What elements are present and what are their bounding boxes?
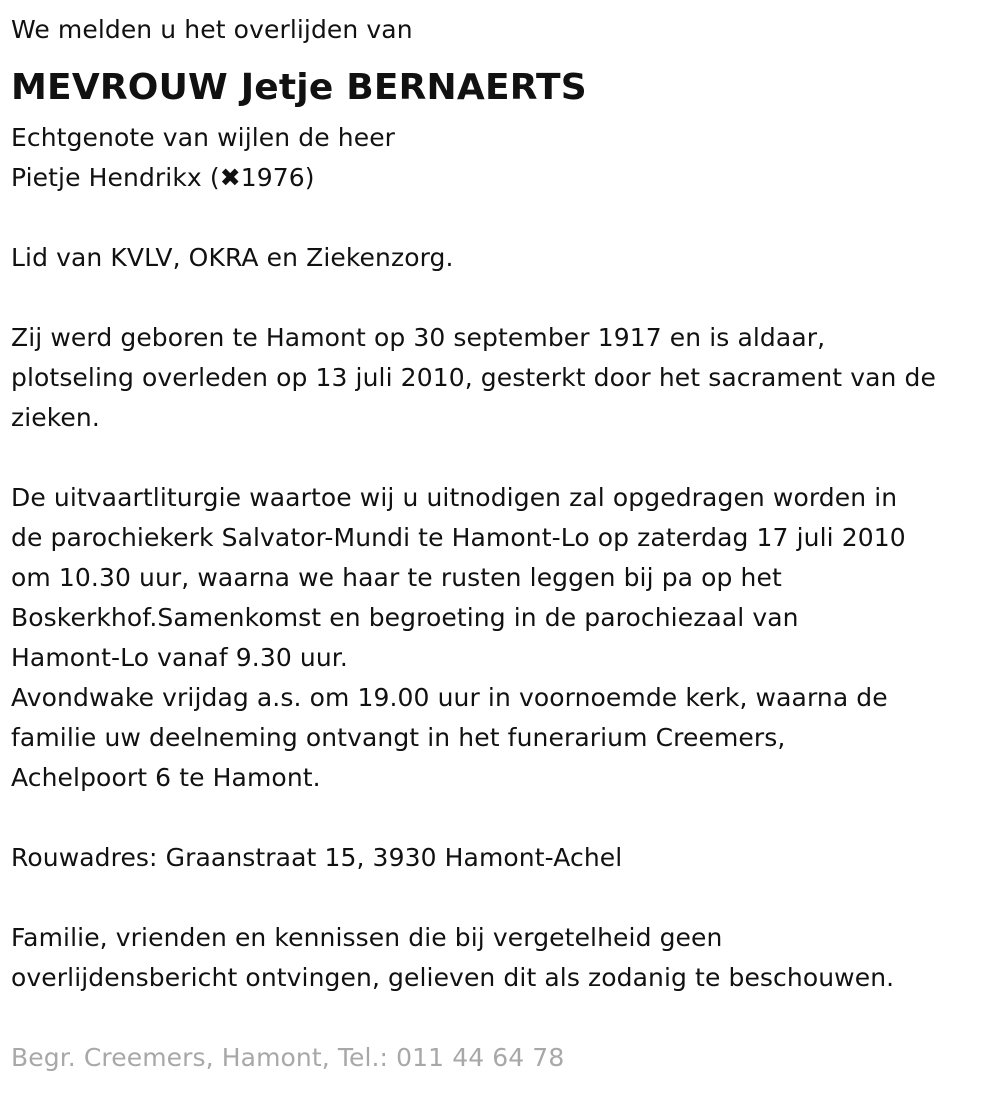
paragraph-line: De uitvaartliturgie waartoe wij u uitnodigen zal opgedragen worden in (11, 483, 898, 512)
deceased-full-name: Jetje BERNAERTS (240, 67, 587, 108)
deceased-title: MEVROUW (11, 67, 228, 108)
paragraph-line: Hamont-Lo vanaf 9.30 uur. (11, 643, 348, 672)
paragraph-line: overlijdensbericht ontvingen, gelieven dit als zodanig te beschouwen. (11, 963, 895, 992)
paragraph-line: zieken. (11, 403, 100, 432)
intro-text: We melden u het overlijden van (11, 15, 413, 44)
paragraph-line: Zij werd geboren te Hamont op 30 september 1917 en is aldaar, (11, 323, 826, 352)
spouse-line-2: Pietje Hendrikx (✖1976) (11, 163, 315, 192)
paragraph-line: Boskerkhof.Samenkomst en begroeting in de parochiezaal van (11, 603, 799, 632)
paragraph-line: familie uw deelneming ontvangt in het funerarium Creemers, (11, 723, 786, 752)
paragraph-line: de parochiekerk Salvator-Mundi te Hamont-Lo op zaterdag 17 juli 2010 (11, 523, 906, 552)
deceased-name (11, 68, 988, 108)
notice-paragraph (11, 918, 988, 998)
birth-death-paragraph (11, 318, 988, 438)
paragraph-line: Achelpoort 6 te Hamont. (11, 763, 321, 792)
membership-text: Lid van KVLV, OKRA en Ziekenzorg. (11, 243, 454, 272)
mourning-address: Rouwadres: Graanstraat 15, 3930 Hamont-Achel (11, 843, 623, 872)
paragraph-line: Familie, vrienden en kennissen die bij vergetelheid geen (11, 923, 723, 952)
funeral-paragraph (11, 478, 988, 798)
spouse-line-1: Echtgenote van wijlen de heer (11, 123, 396, 152)
paragraph-line: Avondwake vrijdag a.s. om 19.00 uur in voornoemde kerk, waarna de (11, 683, 888, 712)
undertaker-footer: Begr. Creemers, Hamont, Tel.: 011 44 64 78 (11, 1043, 565, 1072)
paragraph-line: om 10.30 uur, waarna we haar te rusten leggen bij pa op het (11, 563, 782, 592)
paragraph-line: plotseling overleden op 13 juli 2010, gesterkt door het sacrament van de (11, 363, 936, 392)
